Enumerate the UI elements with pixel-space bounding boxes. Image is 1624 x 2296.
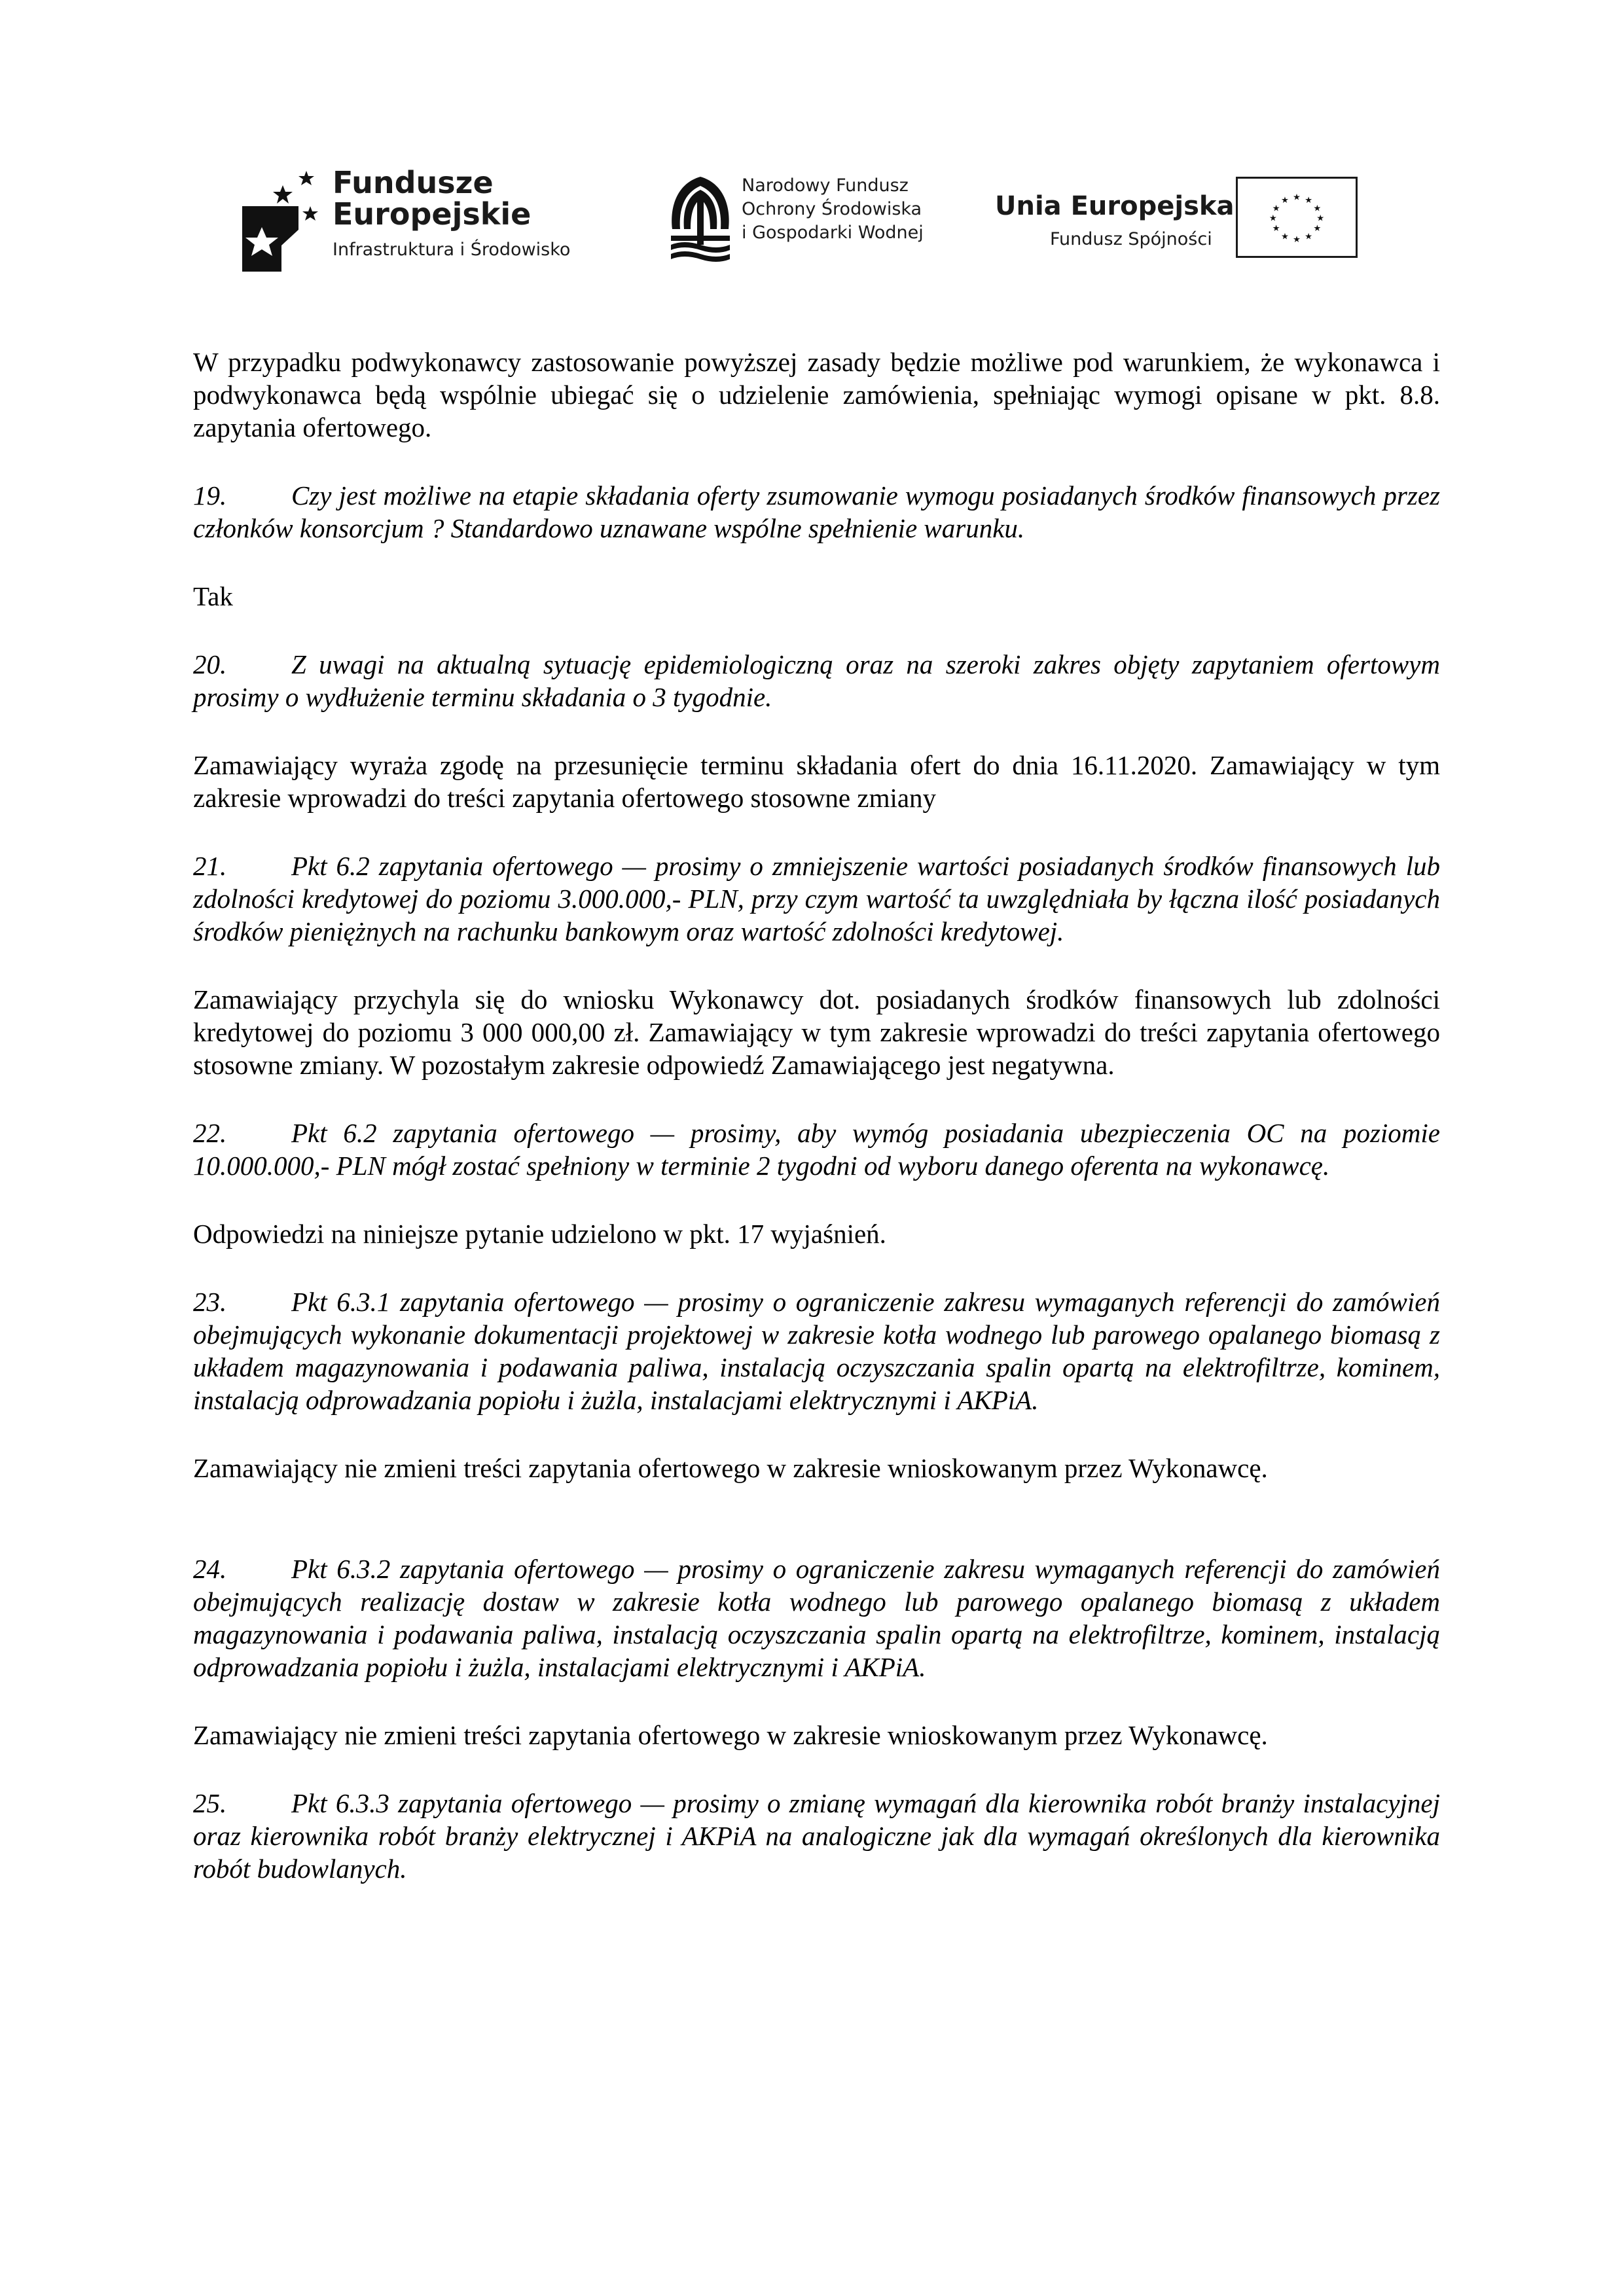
logo-header [242,164,1368,275]
answer-19: Tak [193,581,233,611]
question-number: 24. [193,1554,227,1584]
fundusze-europejskie-star-icon [242,167,321,272]
svg-text:★: ★ [1272,223,1280,234]
intro-paragraph: W przypadku podwykonawcy zastosowanie powyższej zasady będzie możliwe pod warunkiem, że wykonawca i podwykonawca będą wspólnie ubiegać się o udzielenie zamówienia, spełniając wymogi opisane w pkt. 8.8. zapytania ofertowego. [193,347,1440,442]
question-number: 19. [193,480,227,511]
question-20 [193,648,1440,713]
svg-text:★: ★ [1305,232,1313,242]
question-21 [193,850,1440,948]
question-24 [193,1552,1440,1683]
question-number: 23. [193,1287,227,1317]
question-text: Pkt 6.2 zapytania ofertowego — prosimy o zmniejszenie wartości posiadanych środków finansowych lub zdolności kredytowej do poziomu 3.000.000,- PLN, przy czym wartość ta uwzględniała by łączna ilość posiadanych środków pieniężnych na rachunku bankowym oraz wartość zdolności kredytowej. [193,851,1440,946]
ue-title: Unia Europejska [995,191,1235,221]
eu-flag-icon [1236,177,1358,258]
svg-text:★: ★ [1272,204,1280,214]
answer-23: Zamawiający nie zmieni treści zapytania ofertowego w zakresie wnioskowanym przez Wykonawcę. [193,1453,1268,1483]
fe-title-line1: Fundusze [333,165,494,200]
question-text: Czy jest możliwe na etapie składania oferty zsumowanie wymogu posiadanych środków finansowych przez członków konsorcjum ? Standardowo uznawane wspólne spełnienie warunku. [193,480,1440,543]
svg-text:★: ★ [1269,213,1277,224]
answer-24: Zamawiający nie zmieni treści zapytania ofertowego w zakresie wnioskowanym przez Wykonawcę. [193,1720,1268,1750]
question-text: Pkt 6.3.2 zapytania ofertowego — prosimy o ograniczenie zakresu wymaganych referencji do zamówień obejmujących realizację dostaw w zakresie kotła wodnego lub parowego opalanego biomasą z układem magazynowania i podawania paliwa, instalacją oczyszczania spalin opartą na elektrofiltrze, kominem, instalacją odprowadzania popiołu i żużla, instalacjami elektrycznymi i AKPiA. [193,1554,1440,1682]
ue-subtitle: Fundusz Spójności [1050,229,1212,249]
svg-text:★: ★ [1280,196,1289,206]
fe-subtitle: Infrastruktura i Środowisko [333,240,571,260]
answer-20: Zamawiający wyraża zgodę na przesunięcie terminu składania ofert do dnia 16.11.2020. Zamawiający w tym zakresie wprowadzi do treści zapytania ofertowego stosowne zmiany [193,750,1440,813]
nfosigw-logo [664,170,939,268]
document-body [193,346,1440,1885]
fundusze-europejskie-logo [242,164,583,275]
question-number: 20. [193,649,227,679]
question-number: 25. [193,1788,227,1818]
question-text: Pkt 6.3.3 zapytania ofertowego — prosimy o zmianę wymagań dla kierownika robót branży instalacyjnej oraz kierownika robót branży elektrycznej i AKPiA na analogiczne jak dla wymagań określonych dla kierownika robót budowlanych. [193,1788,1440,1884]
question-number: 22. [193,1118,227,1148]
nf-line2: Ochrony Środowiska [742,199,922,219]
nf-line1: Narodowy Fundusz [742,175,909,196]
svg-text:★: ★ [1293,192,1301,203]
answer-21: Zamawiający przychyla się do wniosku Wykonawcy dot. posiadanych środków finansowych lub zdolności kredytowej do poziomu 3 000 000,00 zł. Zamawiający w tym zakresie wprowadzi do treści zapytania ofertowego stosowne zmiany. W pozostałym zakresie odpowiedź Zamawiającego jest negatywna. [193,984,1440,1080]
unia-europejska-logo [995,177,1375,262]
svg-text:★: ★ [1305,196,1313,206]
nf-line3: i Gospodarki Wodnej [742,223,924,243]
question-text: Pkt 6.2 zapytania ofertowego — prosimy, aby wymóg posiadania ubezpieczenia OC na poziomie 10.000.000,- PLN mógł zostać spełniony w terminie 2 tygodni od wyboru danego oferenta na wykonawcę. [193,1118,1440,1181]
question-23 [193,1285,1440,1416]
question-19 [193,479,1440,545]
question-number: 21. [193,851,227,881]
question-text: Pkt 6.3.1 zapytania ofertowego — prosimy o ograniczenie zakresu wymaganych referencji do zamówień obejmujących wykonanie dokumentacji projektowej w zakresie kotła wodnego lub parowego opalanego biomasą z układem magazynowania i podawania paliwa, instalacją oczyszczania spalin opartą na elektrofiltrze, kominem, instalacją odprowadzania popiołu i żużla, instalacjami elektrycznymi i AKPiA. [193,1287,1440,1415]
svg-text:★: ★ [1313,204,1322,214]
svg-text:★: ★ [1293,235,1301,245]
question-25 [193,1787,1440,1885]
svg-text:★: ★ [1316,213,1325,224]
svg-text:★: ★ [1313,223,1322,234]
question-text: Z uwagi na aktualną sytuację epidemiologiczną oraz na szeroki zakres objęty zapytaniem ofertowym prosimy o wydłużenie terminu składania o 3 tygodnie. [193,649,1440,712]
question-22 [193,1117,1440,1182]
answer-22: Odpowiedzi na niniejsze pytanie udzielono w pkt. 17 wyjaśnień. [193,1219,886,1249]
fe-title-line2: Europejskie [333,196,532,232]
svg-text:★: ★ [1280,232,1289,242]
nfosigw-tree-icon [664,170,736,268]
